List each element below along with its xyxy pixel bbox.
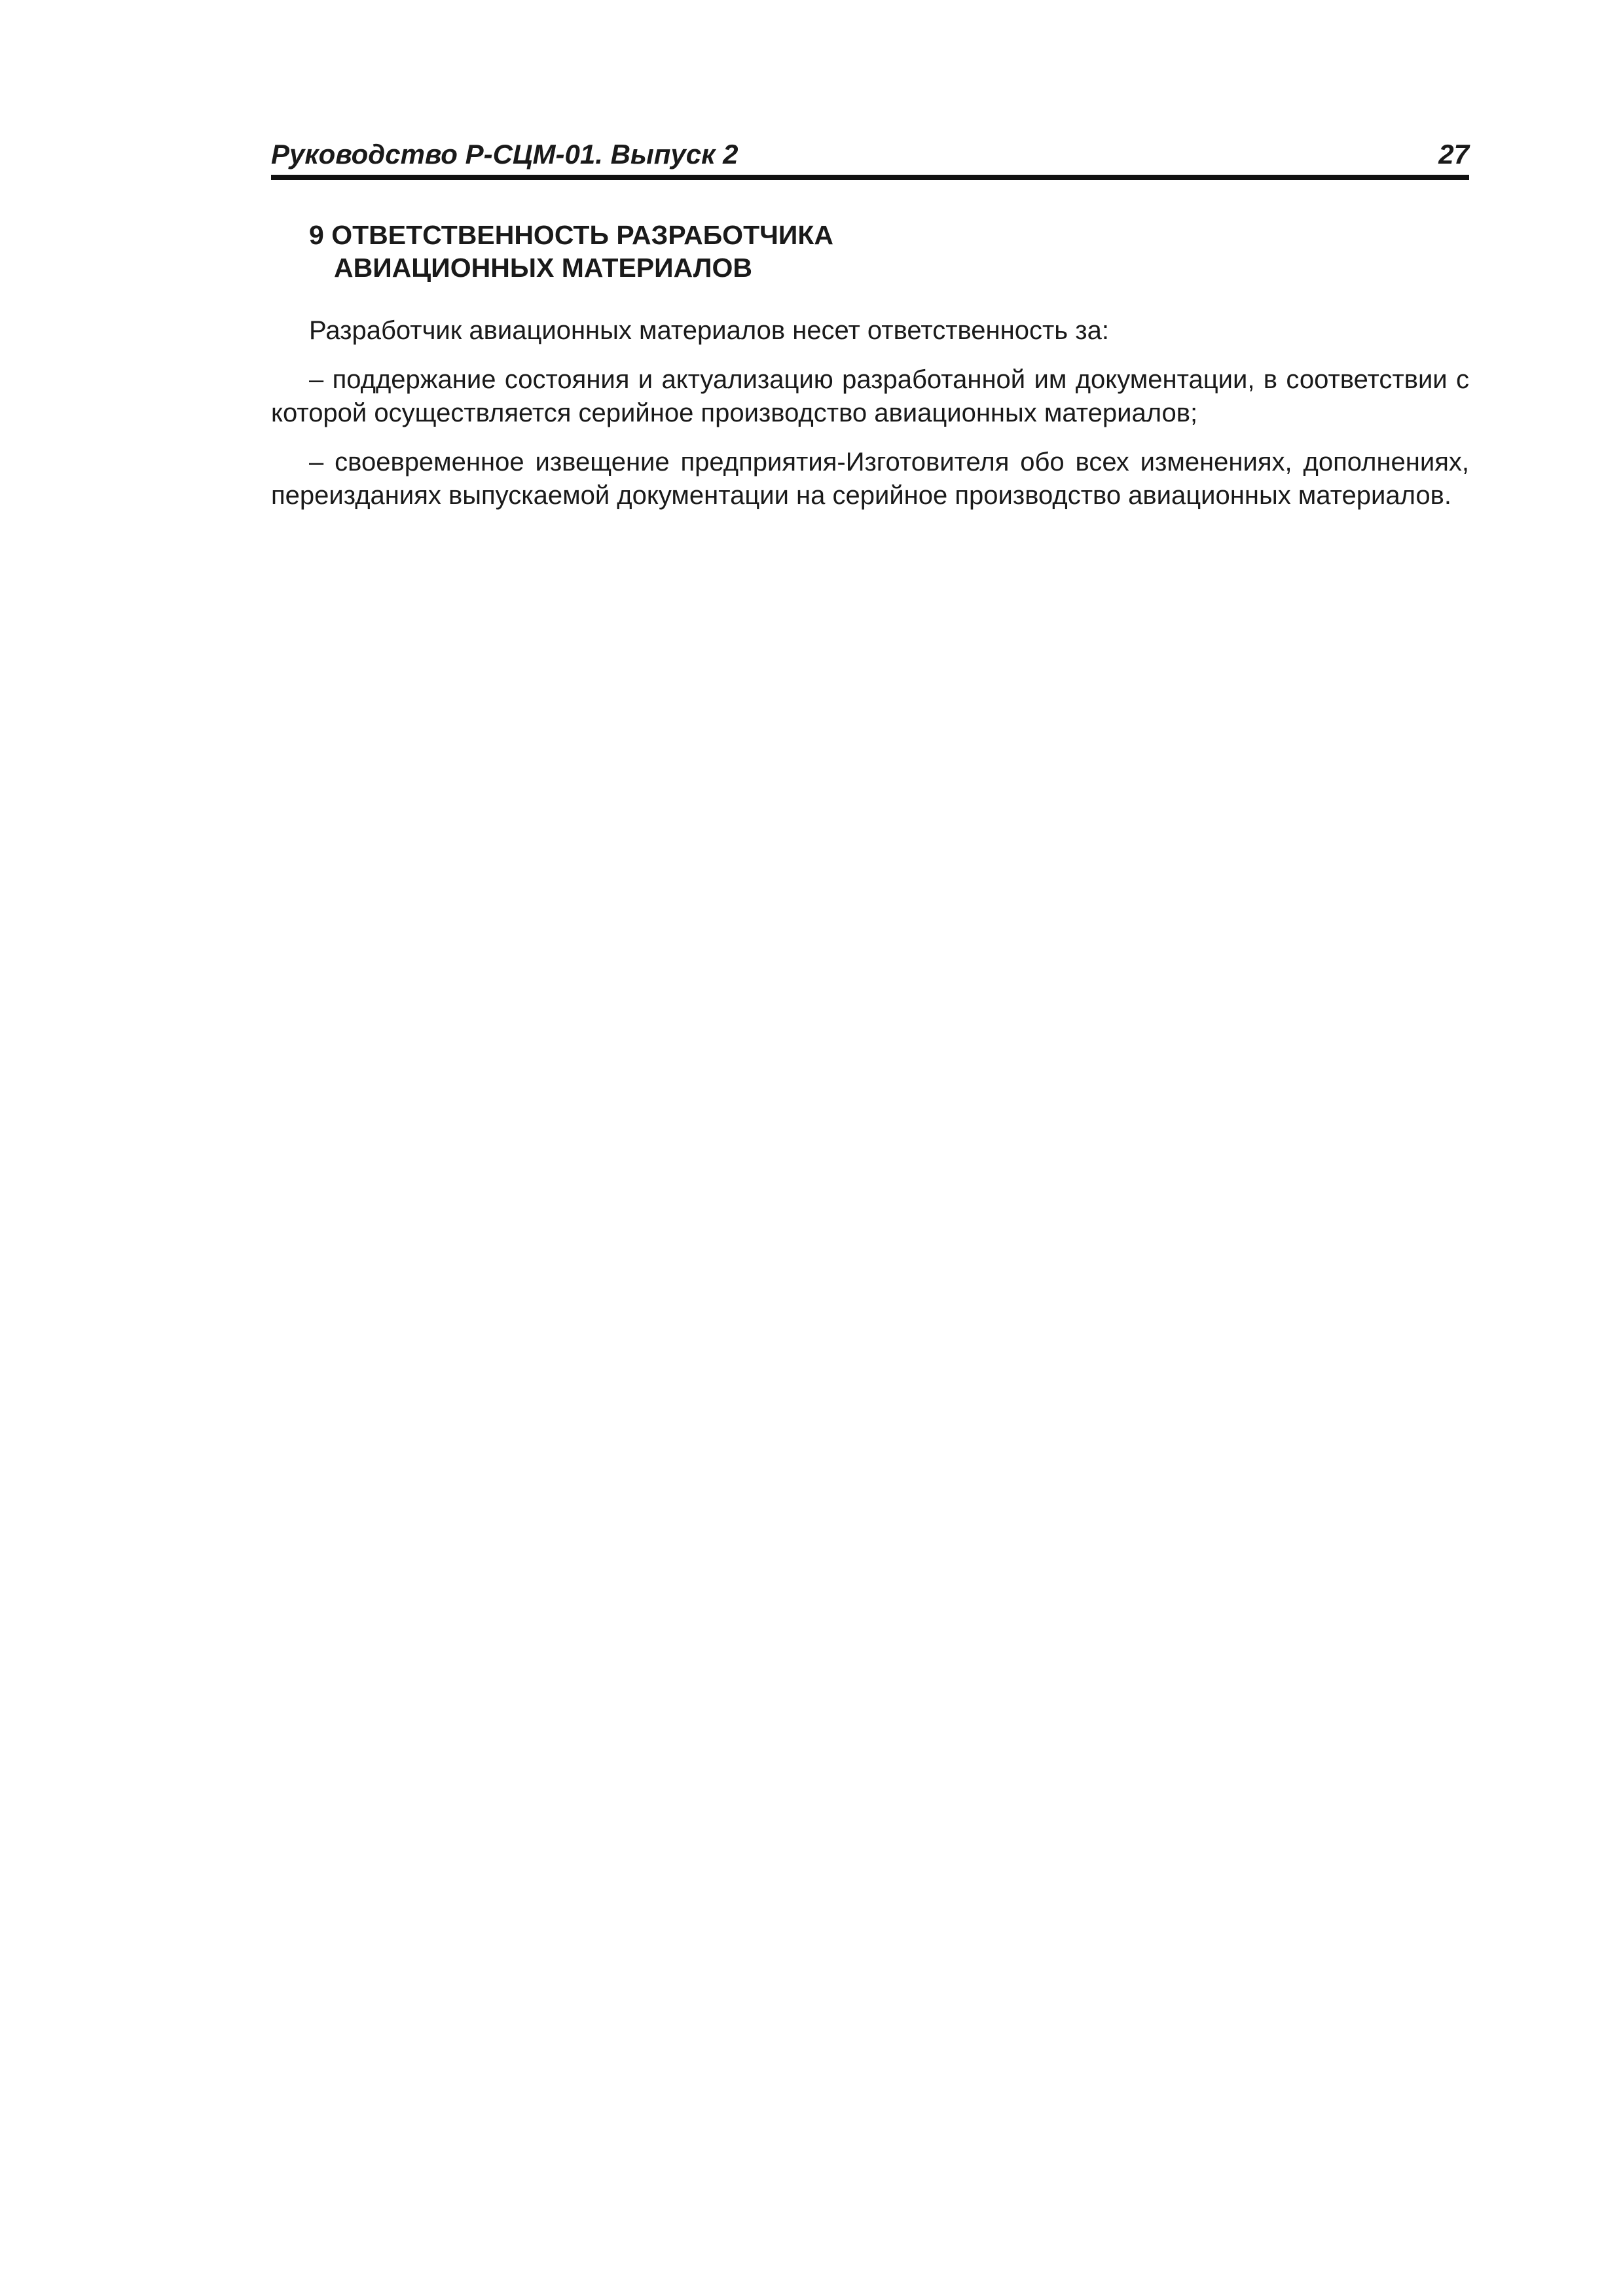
paragraph-list-item: – своевременное извещение предприятия-Изготовителя обо всех изменениях, дополнениях, переизданиях выпускаемой документации на серийное производство авиационных материалов. xyxy=(271,448,1469,510)
section-heading-line-2: АВИАЦИОННЫХ МАТЕРИАЛОВ xyxy=(334,253,753,283)
document-title: Руководство Р-СЦМ-01. Выпуск 2 xyxy=(271,139,739,170)
section-body xyxy=(271,314,1469,528)
paragraph-list-item: – поддержание состояния и актуализацию разработанной им документации, в соответствии с которой осуществляется серийное производство авиационных материалов; xyxy=(271,365,1469,427)
section-heading-line-1: 9 ОТВЕТСТВЕННОСТЬ РАЗРАБОТЧИКА xyxy=(309,220,834,250)
paragraph-intro: Разработчик авиационных материалов несет ответственность за: xyxy=(309,316,1109,345)
section-heading xyxy=(309,219,833,284)
page-header xyxy=(271,134,1469,180)
page-number: 27 xyxy=(1438,139,1469,170)
